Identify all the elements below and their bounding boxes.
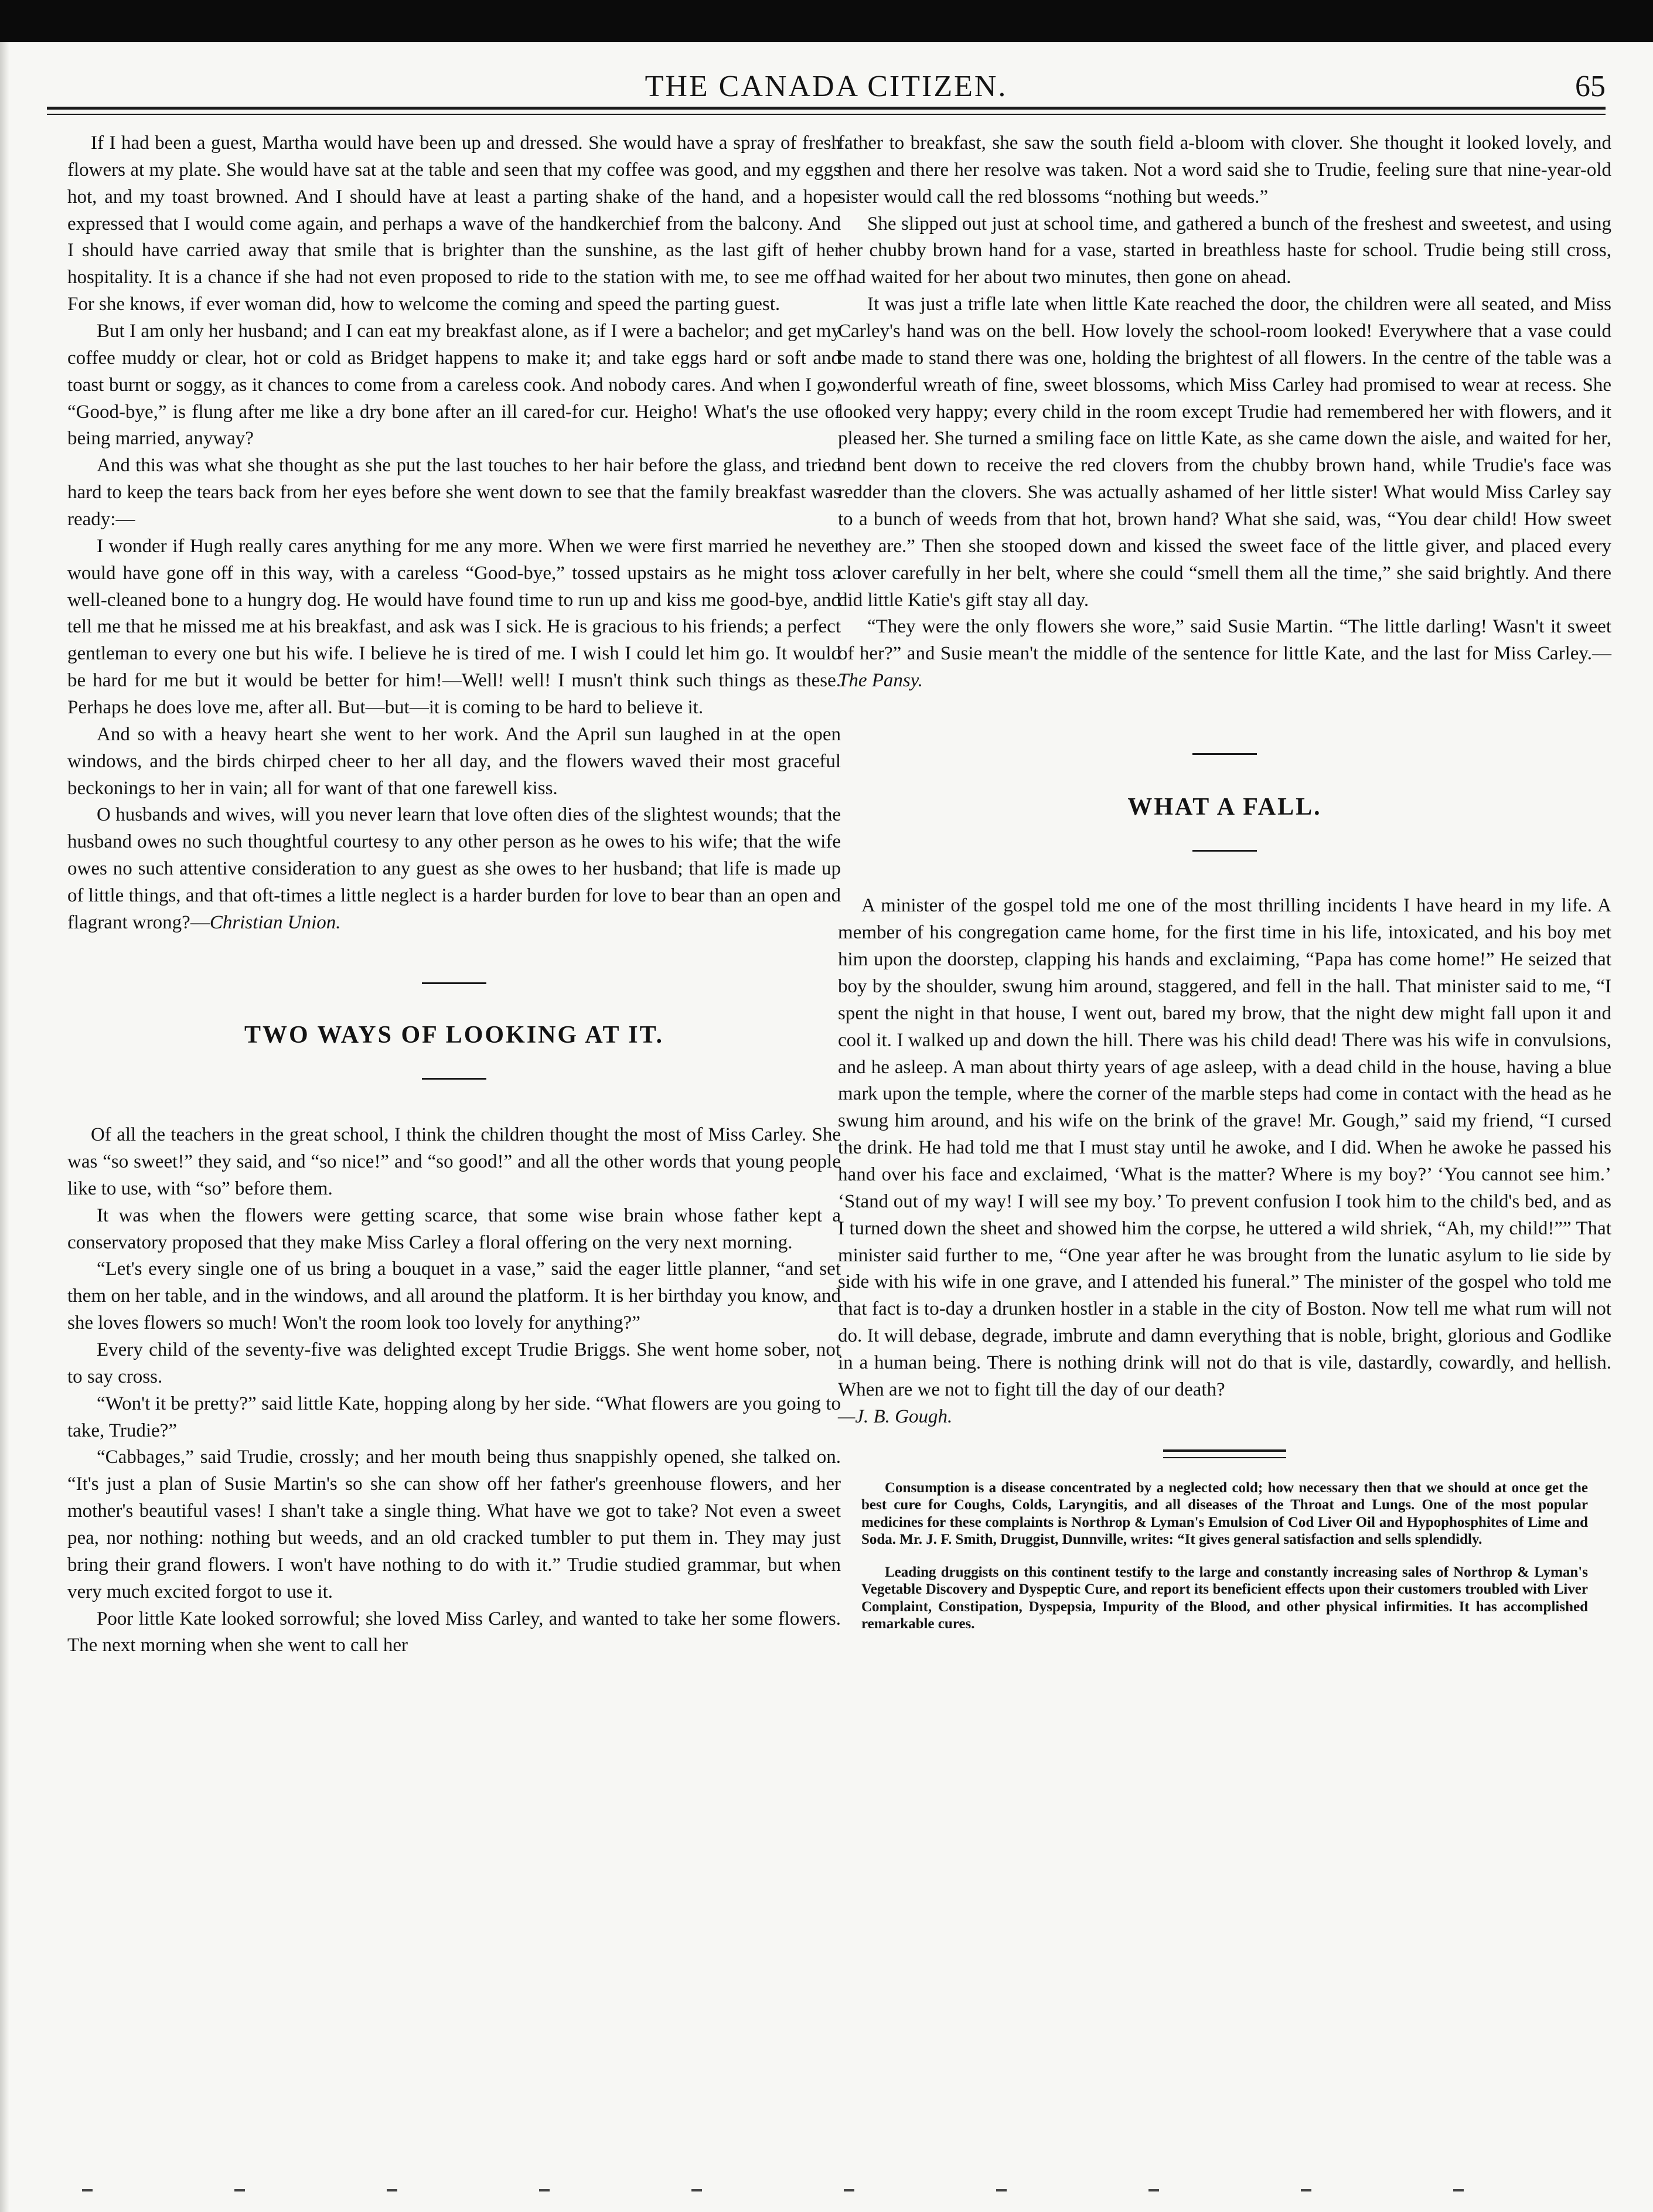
paragraph: “Won't it be pretty?” said little Kate, hopping along by her side. “What flowers are you going to take, Trudie?”: [67, 1393, 841, 1441]
section-title: WHAT A FALL.: [1127, 794, 1322, 821]
section-title: TWO WAYS OF LOOKING AT IT.: [244, 1021, 664, 1049]
paragraph: I wonder if Hugh really cares anything for me any more. When we were first married he never would have gone off in this way, with a careless “Good-bye,” tossed upstairs as he might toss a well-cleaned bone to a hungry dog. He would have found time to run up and kiss me good-bye, and tell me that he missed me at his breakfast, and ask was I sick. He is gracious to his friends; a perfect gentleman to every one but his wife. I believe he is tired of me. I wish I could let him go. It would be hard for me but it would be better for him!—Well! well! I musn't think such things as these. Perhaps he does love me, after all. But—but—it is coming to be hard to believe it.: [67, 535, 841, 719]
advertisement: Consumption is a disease concentrated by a neglected cold; how necessary then that we should at once get the best cure for Coughs, Colds, Laryngitis, and all diseases of the Throat and Lungs. One of the most popular medicines for these complaints is Northrop & Lyman's Emulsion of Cod Liver Oil and Hypophosphites of Lime and Soda. Mr. J. F. Smith, Druggist, Dunnville, writes: “It gives general satisfaction and sells splendidly.: [861, 1479, 1588, 1548]
paragraph: And this was what she thought as she put the last touches to her hair before the glass, and tried hard to keep the tears back from her eyes before she went down to see that the family breakfast was ready:—: [67, 455, 841, 530]
story-three: [838, 893, 1611, 1430]
source-credit: Christian Union.: [209, 911, 341, 933]
page-number: 65: [1575, 70, 1606, 103]
source-credit: —J. B. Gough.: [838, 1406, 953, 1427]
header-double-rule: [47, 107, 1606, 115]
paragraph: Every child of the seventy-five was delighted except Trudie Briggs. She went home sober, not to say cross.: [67, 1339, 841, 1387]
closing-text: “They were the only flowers she wore,” said Susie Martin. “The little darling! Wasn't it sweet of her?” and Susie mean't the middle of the sentence for little Kate, and the last for Miss Carley.—: [838, 616, 1611, 665]
newspaper-title: THE CANADA CITIZEN.: [645, 70, 1008, 103]
right-column: [838, 130, 1611, 2146]
left-column: [67, 130, 841, 2146]
paragraph: She slipped out just at school time, and gathered a bunch of the freshest and sweetest, and using her chubby brown hand for a vase, started in breathless haste for school. Trudie being still cross, had waited for her about two minutes, then gone on ahead.: [838, 213, 1611, 288]
paragraph: It was just a trifle late when little Kate reached the door, the children were all seated, and Miss Carley's hand was on the bell. How lovely the school-room looked! Everywhere that a vase could be made to stand there was one, holding the brightest of all flowers. In the centre of the table was a wonderful wreath of fine, sweet blossoms, which Miss Carley had promised to wear at recess. She looked very happy; every child in the room except Trudie had remembered her with flowers, and it pleased her. She turned a smiling face on little Kate, as she came down the aisle, and waited for her, and bent down to receive the red clovers from the chubby brown hand, while Trudie's face was redder than the clovers. She was actually ashamed of her little sister! What would Miss Carley say to a bunch of weeds from that hot, brown hand? What she said, was, “You dear child! How sweet they are.” Then she stooped down and kissed the sweet face of the little giver, and placed every clover carefully in her belt, where she could “smell them all the time,” she said brightly. And there did little Katie's gift stay all day.: [838, 294, 1611, 611]
author-line: [838, 1404, 1611, 1431]
story-two: [67, 1122, 841, 1659]
closing-paragraph: [67, 802, 841, 936]
paragraph: “Let's every single one of us bring a bouquet in a vase,” said the eager little planner, “and set them on her table, and in the windows, and all around the platform. It is her birthday you know, and she loves flowers so much! Won't the room look too lovely for anything?”: [67, 1258, 841, 1334]
advertisements: [838, 1479, 1611, 1633]
advertisement: Leading druggists on this continent testify to the large and constantly increasing sales of Northrop & Lyman's Vegetable Discovery and Dyspeptic Cure, and report its beneficient effects upon their customers troubled with Liver Complaint, Constipation, Dyspepsia, Impurity of the Blood, and other physical infirmities. It has accomplished remarkable cures.: [861, 1564, 1588, 1632]
source-credit: The Pansy.: [838, 670, 923, 692]
paragraph: If I had been a guest, Martha would have been up and dressed. She would have a spray of fresh flowers at my plate. She would have sat at the table and seen that my coffee was good, and my eggs hot, and my toast browned. And I should have at least a parting shake of the hand, and a hope expressed that I would come again, and perhaps a wave of the handkerchief from the balcony. And I should have carried away that smile that is brighter than the sunshine, as the last gift of her hospitality. It is a chance if she had not even proposed to ride to the station with me, to see me off. For she knows, if ever woman did, how to welcome the coming and speed the parting guest.: [67, 132, 841, 315]
paragraph: It was when the flowers were getting scarce, that some wise brain whose father kept a conservatory proposed that they make Miss Carley a floral offering on the very next morning.: [67, 1204, 841, 1253]
closing-text: O husbands and wives, will you never learn that love often dies of the slightest wounds; that the husband owes no such thoughtful courtesy to any other person as he owes to his wife; that the wife owes no such attentive consideration to any guest as she owes to her husband; that life is made up of little things, and that oft-times a little neglect is a harder burden for love to bear than an open and flagrant wrong?—: [67, 804, 841, 933]
page-left-edge: [0, 42, 9, 2212]
page-header: [47, 66, 1606, 113]
paragraph: And so with a heavy heart she went to her work. And the April sun laughed in at the open windows, and the birds chirped cheer to her all day, and the flowers waved their most graceful beckonings to her in vain; all for want of that one farewell kiss.: [67, 723, 841, 799]
paragraph: father to breakfast, she saw the south field a-bloom with clover. She thought it looked lovely, and then and there her resolve was taken. Not a word said she to Trudie, feeling sure that nine-year-old sister would call the red blossoms “nothing but weeds.”: [838, 132, 1611, 207]
closing-paragraph: [838, 614, 1611, 695]
bottom-scan-marks: [82, 2189, 1547, 2191]
advertisement-divider: [1163, 1449, 1286, 1458]
paragraph: Of all the teachers in the great school, I think the children thought the most of Miss Carley. She was “so sweet!” they said, and “so nice!” and “so good!” and all the other words that young people like to use, with “so” before them.: [67, 1124, 841, 1199]
story-one: [67, 130, 841, 937]
paragraph: “Cabbages,” said Trudie, crossly; and her mouth being thus snappishly opened, she talked on. “It's just a plan of Susie Martin's so she can show off her father's greenhouse flowers, and her mother's beautiful vases! I shan't take a single thing. What have we got to take? Not even a sweet pea, nor nothing: nothing but weeds, and an old cracked tumbler to put them in. They may just bring their grand flowers. I won't have nothing to do with it.” Trudie studied grammar, but when very much excited forgot to use it.: [67, 1447, 841, 1602]
story-two-continued: [838, 130, 1611, 695]
paragraph: Poor little Kate looked sorrowful; she loved Miss Carley, and wanted to take her some flowers. The next morning when she went to call her: [67, 1608, 841, 1656]
paragraph: A minister of the gospel told me one of the most thrilling incidents I have heard in my life. A member of his congregation came home, for the first time in his life, intoxicated, and his boy met him upon the doorstep, clapping his hands and exclaiming, “Papa has come home!” He seized that boy by the shoulder, swung him around, staggered, and fell in the hall. That minister said to me, “I spent the night in that house, I went out, bared my brow, that the night dew might fall upon it and cool it. I walked up and down the hill. There was his child dead! There was his wife in convulsions, and he asleep. A man about thirty years of age asleep, with a dead child in the house, having a blue mark upon the temple, where the corner of the marble steps had come in contact with the head as he swung him around, and his wife on the brink of the grave! Mr. Gough,” said my friend, “I cursed the drink. He had told me that I must stay until he awoke, and I did. When he awoke he passed his hand over his face and exclaimed, ‘What is the matter? Where is my boy?’ ‘You cannot see him.’ ‘Stand out of my way! I will see my boy.’ To prevent confusion I took him to the child's bed, and as I turned down the sheet and showed him the corpse, he uttered a wild shriek, “Ah, my child!”” That minister said further to me, “One year after he was brought from the lunatic asylum to lie side by side with his wife in one grave, and I attended his funeral.” The minister of the gospel who told me that fact is to-day a drunken hostler in a stable in the city of Boston. Now tell me what rum will not do. It will debase, degrade, imbrute and damn everything that is noble, bright, glorious and Godlike in a human being. There is nothing drink will not do that is vile, dastardly, cowardly, and hellish. When are we not to fight till the day of our death?: [838, 895, 1611, 1400]
paragraph: But I am only her husband; and I can eat my breakfast alone, as if I were a bachelor; and get my coffee muddy or clear, hot or cold as Bridget happens to make it; and take eggs hard or soft and toast burnt or soggy, as it chances to come from a careless cook. And nobody cares. And when I go, “Good-bye,” is flung after me like a dry bone after an ill cared-for cur. Heigho! What's the use of being married, anyway?: [67, 321, 841, 450]
top-scan-band: [0, 0, 1653, 42]
